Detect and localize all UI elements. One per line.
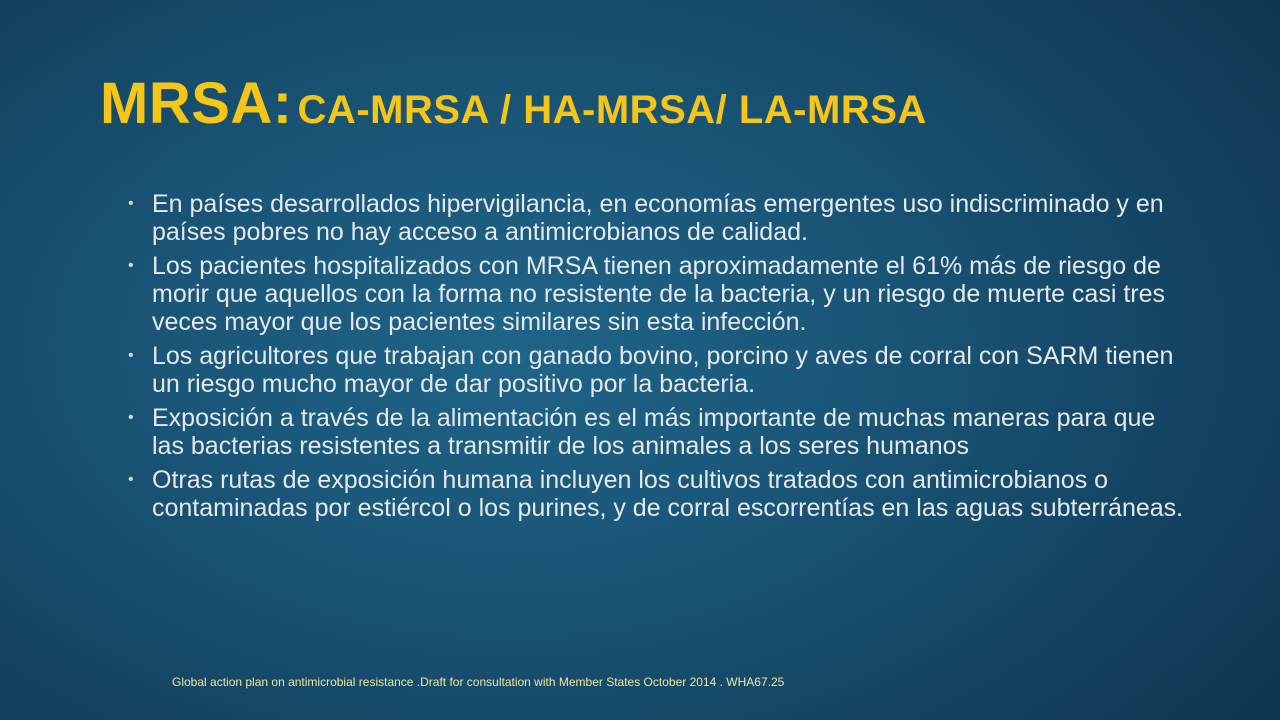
bullet-text: Exposición a través de la alimentación es el más importante de muchas maneras para que las bacterias resistentes a transmitir de los animales a los seres humanos [152,404,1156,460]
bullet-dot-icon: • [128,471,134,488]
bullet-list [128,190,1188,528]
bullet-item [128,466,1188,522]
slide-title [100,70,927,137]
bullet-item [128,342,1188,398]
bullet-dot-icon: • [128,195,134,212]
bullet-dot-icon: • [128,409,134,426]
bullet-text: Otras rutas de exposición humana incluyen los cultivos tratados con antimicrobianos o contaminadas por estiércol o los purines, y de corral escorrentías en las aguas subterráneas. [152,466,1184,522]
bullet-dot-icon: • [128,347,134,364]
title-main: MRSA: [100,71,293,136]
bullet-item [128,404,1188,460]
bullet-dot-icon: • [128,257,134,274]
bullet-text: Los pacientes hospitalizados con MRSA tienen aproximadamente el 61% más de riesgo de morir que aquellos con la forma no resistente de la bacteria, y un riesgo de muerte casi tres veces mayor que los pacientes similares sin esta infección. [152,252,1166,336]
bullet-item [128,252,1188,336]
footnote-citation: Global action plan on antimicrobial resistance .Draft for consultation with Member States October 2014 . WHA67.25 [172,675,785,689]
bullet-item [128,190,1188,246]
bullet-text: Los agricultores que trabajan con ganado bovino, porcino y aves de corral con SARM tienen un riesgo mucho mayor de dar positivo por la bacteria. [152,342,1174,398]
title-subtitle: CA-MRSA / HA-MRSA/ LA-MRSA [297,88,927,132]
bullet-text: En países desarrollados hipervigilancia, en economías emergentes uso indiscriminado y en países pobres no hay acceso a antimicrobianos de calidad. [152,190,1164,246]
